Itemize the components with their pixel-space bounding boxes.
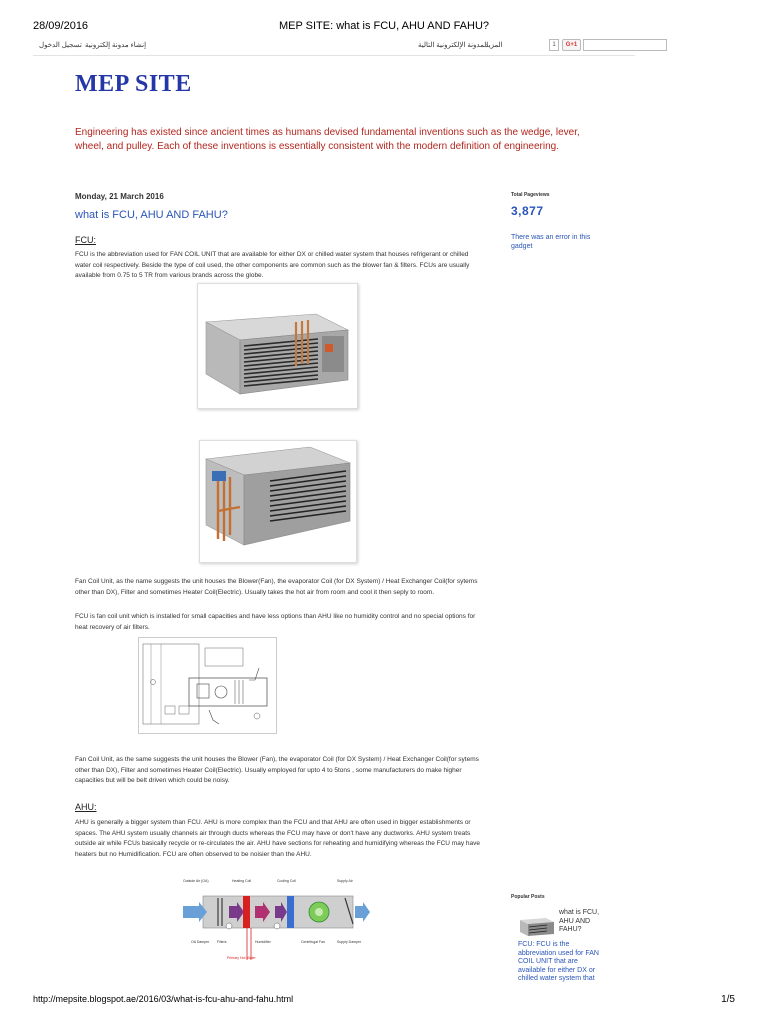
fcu-heading: FCU:	[75, 235, 96, 245]
popular-post-title-link[interactable]: what is FCU, AHU AND FAHU?	[559, 909, 600, 933]
fan-coil-unit-cutaway-image	[200, 441, 356, 562]
fcu-paragraph-4: Fan Coil Unit, as the same suggests the unit houses the Blower (Fan), the evaporator Coil (for DX System) / Heat Exchanger Coil(for sytems other than DX), Filter and sometimes Heater Coil(Electric). Usually employed for upto 4 to 5tons , some manufacturers do make higher capacities but will be belt driven which could be noisy.	[75, 756, 479, 785]
pageviews-value: 3,877	[511, 204, 544, 218]
diagram-label-oa-damper: OA Damper	[191, 940, 210, 944]
pageviews-title: Total Pageviews	[511, 192, 550, 198]
print-title: MEP SITE: what is FCU, AHU AND FAHU?	[278, 20, 490, 32]
fcu-paragraph-1: FCU is the abbreviation used for FAN COIL UNIT that are available for either DX or chilled water system that houses refrigerant or chilled water coil respectively. Beside the type of coil used, the other components are common such as the blower fan & filters. FCUs are usually available from 0.75 to 5 TR from various brands across the globe.	[75, 251, 470, 280]
gplus-button[interactable]: G+1	[562, 39, 581, 51]
print-date: 28/09/2016	[33, 20, 89, 32]
gplus-count: 1	[549, 39, 559, 51]
fcu-schematic-drawing[interactable]	[138, 637, 277, 734]
diagram-label-supply-air: Supply Air	[337, 879, 353, 883]
diagram-label-supply-damper: Supply Damper	[337, 940, 362, 944]
popular-post-snippet: FCU: FCU is the abbreviation used for FAN COIL UNIT that are available for either DX or chilled water system that	[518, 941, 599, 982]
next-blog-link[interactable]: المدونة الإلكترونية التالية	[418, 42, 489, 49]
diagram-label-cooling-coil: Cooling Coil	[277, 879, 296, 883]
navbar-search-input[interactable]	[583, 39, 667, 51]
diagram-label-hot-water: Primary Hot Water	[227, 956, 256, 960]
gadget-error-link[interactable]: There was an error in this gadget	[511, 234, 591, 250]
ahu-heading: AHU:	[75, 802, 97, 812]
blogger-navbar	[33, 36, 635, 56]
print-url: http://mepsite.blogspot.ae/2016/03/what-is-fcu-ahu-and-fahu.html	[33, 994, 294, 1004]
post-date: Monday, 21 March 2016	[75, 192, 164, 201]
fan-coil-unit-image	[198, 284, 357, 408]
more-link[interactable]: المزيد	[485, 42, 503, 49]
blog-title[interactable]: MEP SITE	[75, 71, 192, 97]
fcu-paragraph-3: FCU is fan coil unit which is installed for small capacities and have less options than AHU like no humidity control and no special options for heat recovery of air filters.	[75, 613, 476, 631]
diagram-label-fan: Centrifugal Fan	[301, 940, 325, 944]
fcu-schematic-image	[139, 638, 276, 733]
create-blog-link[interactable]: إنشاء مدونة إلكترونية	[85, 42, 147, 49]
diagram-label-heating-coil: Heating Coil	[232, 879, 252, 883]
fan-coil-unit-thumb-image	[518, 912, 556, 939]
blog-description: Engineering has existed since ancient times as humans devised fundamental inventions such as the wedge, lever, wheel, and pulley. Each of these inventions is essentially consistent with the modern definition of engineering.	[75, 127, 580, 152]
fcu-paragraph-2: Fan Coil Unit, as the name suggests the unit houses the Blower(Fan), the evaporator Coil (for DX System) / Heat Exchanger Coil(for sytems other than DX), Filter and sometimes Heater Coil(Electric). Usually takes the hot air from room and cool it then seply to room.	[75, 578, 478, 596]
diagram-label-humidifier: Humidifier	[255, 940, 271, 944]
diagram-label-filters: Filters	[217, 940, 227, 944]
fcu-photo-1[interactable]	[197, 283, 358, 409]
print-page-number: 1/5	[721, 994, 735, 1005]
popular-posts-title: Popular Posts	[511, 894, 545, 900]
post-title[interactable]: what is FCU, AHU AND FAHU?	[75, 209, 228, 221]
ahu-diagram-image	[177, 874, 372, 970]
popular-post-thumbnail[interactable]	[518, 912, 556, 939]
ahu-paragraph-1: AHU is generally a bigger system than FCU. AHU is more complex than the FCU and that AHU are often used in bigger establishments or spaces. The AHU system usually channels air through ducts whereas the FCU may have or don't have any ductworks. AHU system treats outside air while FCUs basically recycle or re-circulates the air. AHU have sections for reheating and humidifying whereas the FCU may have heaters but no Humidification. FCU are often observed to be noisier than the AHU.	[75, 819, 480, 858]
diagram-label-outside-air: Outside Air (OA)	[183, 879, 209, 883]
signin-link[interactable]: تسجيل الدخول	[39, 42, 82, 49]
fcu-photo-2[interactable]	[199, 440, 357, 563]
ahu-diagram[interactable]	[177, 874, 372, 970]
